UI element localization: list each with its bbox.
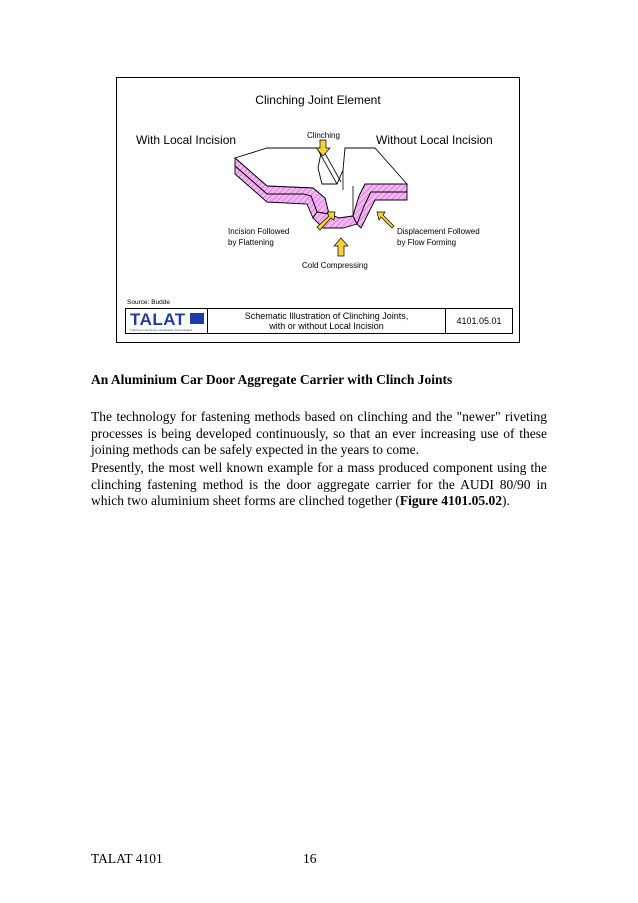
clinching-diagram xyxy=(117,78,521,308)
label-without-local-incision: Without Local Incision xyxy=(376,133,493,147)
footer-doc-id: TALAT 4101 xyxy=(91,851,163,866)
section-heading: An Aluminium Car Door Aggregate Carrier with Clinch Joints xyxy=(91,372,453,387)
figure-caption-box xyxy=(125,308,513,334)
arrow-cold-compressing-icon xyxy=(334,238,348,256)
figure-caption: Schematic Illustration of Clinching Joints, with or without Local Incision xyxy=(208,309,446,333)
talat-logo: TALAT Training in Aluminium Application Technologies xyxy=(126,309,208,333)
source-note: Source: Budde xyxy=(127,299,171,306)
figure-title: Clinching Joint Element xyxy=(255,93,381,107)
label-incision: Incision Followed by Flattening xyxy=(228,227,290,247)
eu-flag-icon xyxy=(190,313,204,324)
label-cold-compressing: Cold Compressing xyxy=(302,261,368,270)
figure-clinching-joint xyxy=(116,77,520,343)
page-number: 16 xyxy=(303,851,317,866)
paragraph-1: The technology for fastening methods based on clinching and the "newer" riveting processes is being developed continuously, so that an ever increasing use of these joining methods can be safely expected in the years to come. xyxy=(91,409,547,457)
arrow-displacement-icon xyxy=(377,212,394,228)
label-clinching: Clinching xyxy=(307,131,340,140)
label-displacement: Displacement Followed by Flow Forming xyxy=(397,227,480,247)
figure-reference: Figure 4101.05.02 xyxy=(399,493,503,508)
paragraph-2: Presently, the most well known example for a mass produced component using the clinching fastening method is the door aggregate carrier for the AUDI 80/90 in which two aluminium sheet forms are clinched together (Figure 4101.05.02). xyxy=(91,460,547,508)
label-with-local-incision: With Local Incision xyxy=(136,133,237,147)
figure-code: 4101.05.01 xyxy=(456,316,502,326)
